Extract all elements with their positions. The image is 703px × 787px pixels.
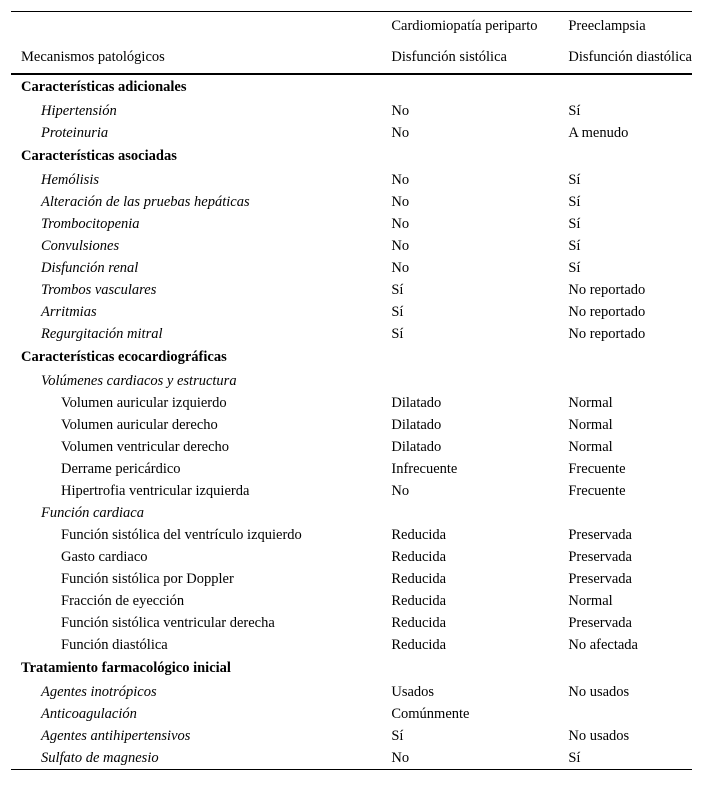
row-cpp-value: No [391,215,410,232]
section-title: Características asociadas [21,148,177,164]
row-pe-value: Normal [568,394,613,411]
table-row [11,546,692,568]
row-label: Función sistólica del ventrículo izquierdo [61,526,302,543]
row-label: Trombocitopenia [41,215,140,232]
row-pe-value: No afectada [568,636,638,653]
row-cpp-value: Dilatado [391,394,442,411]
row-label: Función sistólica ventricular derecha [61,614,275,631]
row-cpp-value: Comúnmente [391,705,470,722]
subsection-title: Volúmenes cardiacos y estructura [41,372,237,389]
row-cpp-value: Usados [391,683,435,700]
row-pe-value: Frecuente [568,460,626,477]
row-pe-value: No usados [568,727,630,744]
header-diastolic: Disfunción diastólica [568,41,692,74]
table-row [11,634,692,656]
row-cpp-value: Reducida [391,592,447,609]
row-label: Proteinuria [41,124,109,141]
row-pe-value: Preservada [568,570,632,587]
row-pe-value: Sí [568,102,581,119]
table-row [11,414,692,436]
header-row-top [11,12,692,42]
row-cpp-value: No [391,124,410,141]
table-row [11,524,692,546]
row-pe-value: Sí [568,215,581,232]
row-pe-value: Preservada [568,548,632,565]
header-cpp: Cardiomiopatía periparto [391,18,538,34]
row-label: Hipertensión [41,102,117,119]
table-row [11,568,692,590]
subsection-title: Función cardiaca [41,504,144,521]
row-cpp-value: Sí [391,303,404,320]
table-row [11,301,692,323]
row-cpp-value: No [391,171,410,188]
row-pe-value: Sí [568,747,692,770]
row-label: Volumen ventricular derecho [61,438,230,455]
row-cpp-value: Sí [391,281,404,298]
row-pe-value: Sí [568,259,581,276]
row-pe-value: Normal [568,592,613,609]
row-label: Convulsiones [41,237,120,254]
row-label: Sulfato de magnesio [11,747,391,770]
header-preeclampsia: Preeclampsia [568,18,646,34]
row-cpp-value: No [391,102,410,119]
table-row [11,213,692,235]
row-cpp-value: No [391,259,410,276]
row-cpp-value: No [391,482,410,499]
row-pe-value [568,703,692,725]
table-row [11,257,692,279]
row-label: Arritmias [41,303,97,320]
table-row [11,235,692,257]
row-cpp-value: Dilatado [391,438,442,455]
row-label: Anticoagulación [41,705,137,722]
header-systolic: Disfunción sistólica [391,41,568,74]
row-pe-value: Frecuente [568,482,626,499]
row-pe-value: A menudo [568,124,629,141]
row-pe-value: Preservada [568,526,632,543]
row-cpp-value: No [391,237,410,254]
row-label: Gasto cardiaco [61,548,148,565]
row-cpp-value: Reducida [391,548,447,565]
table-row [11,323,692,345]
table-row [11,279,692,301]
row-cpp-value: No [391,747,568,770]
row-label: Disfunción renal [41,259,139,276]
table-row [11,612,692,634]
row-label: Volumen auricular derecho [61,416,218,433]
row-pe-value: Sí [568,193,581,210]
row-label: Volumen auricular izquierdo [61,394,227,411]
row-pe-value: Sí [568,237,581,254]
table-row [11,169,692,191]
row-cpp-value: Sí [391,727,404,744]
row-pe-value: No usados [568,683,630,700]
table-row [11,725,692,747]
table-row [11,392,692,414]
row-cpp-value: Dilatado [391,416,442,433]
row-label: Derrame pericárdico [61,460,181,477]
row-label: Función diastólica [61,636,168,653]
row-cpp-value: Sí [391,325,404,342]
row-label: Hemólisis [41,171,99,188]
row-label: Agentes inotrópicos [41,683,157,700]
table-row [11,122,692,144]
table-row [11,681,692,703]
table-row [11,747,692,770]
row-label: Agentes antihipertensivos [41,727,191,744]
row-cpp-value: Reducida [391,636,447,653]
row-cpp-value: No [391,193,410,210]
section-title: Tratamiento farmacológico inicial [21,660,231,676]
row-pe-value: Preservada [568,614,632,631]
row-cpp-value: Reducida [391,614,447,631]
row-pe-value: No reportado [568,303,646,320]
row-pe-value: No reportado [568,281,646,298]
row-label: Función sistólica por Doppler [61,570,234,587]
row-pe-value: Normal [568,438,613,455]
table-row [11,480,692,502]
section-title: Características adicionales [21,79,187,95]
header-row-bottom [11,41,692,74]
table-row [11,458,692,480]
row-cpp-value: Reducida [391,526,447,543]
comparison-table [11,11,692,770]
section-title: Características ecocardiográficas [21,349,227,365]
row-cpp-value: Infrecuente [391,460,458,477]
table-row [11,191,692,213]
header-cell-empty [11,12,391,42]
row-label: Fracción de eyección [61,592,185,609]
table-row [11,100,692,122]
header-mechanisms: Mecanismos patológicos [11,41,391,74]
row-label: Trombos vasculares [41,281,157,298]
row-pe-value: No reportado [568,325,646,342]
row-pe-value: Normal [568,416,613,433]
row-cpp-value: Reducida [391,570,447,587]
row-label: Hipertrofia ventricular izquierda [61,482,250,499]
table-row [11,703,692,725]
row-label: Alteración de las pruebas hepáticas [41,193,250,210]
table-row [11,436,692,458]
row-pe-value: Sí [568,171,581,188]
table-row [11,590,692,612]
row-label: Regurgitación mitral [41,325,163,342]
